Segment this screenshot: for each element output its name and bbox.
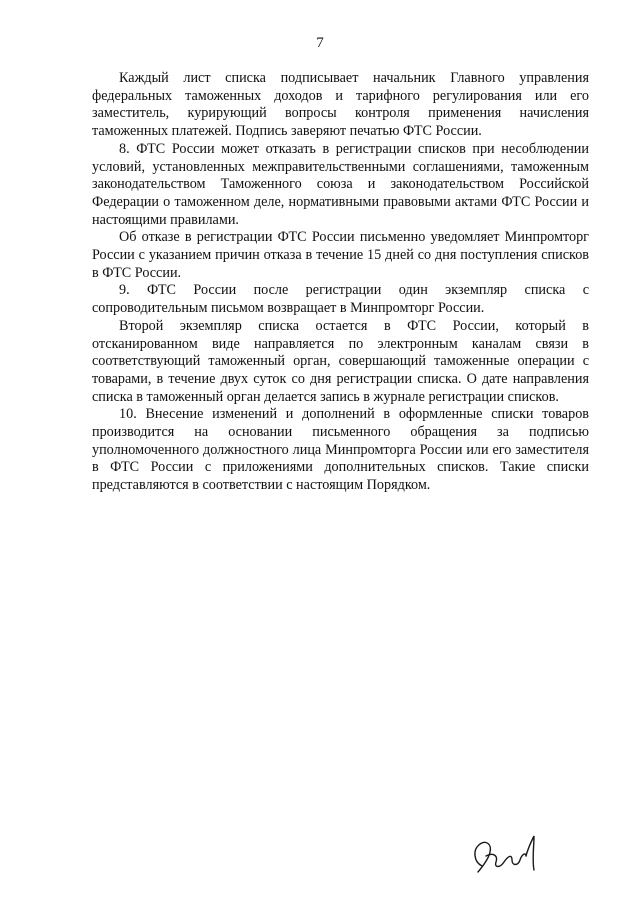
document-body: [92, 70, 589, 495]
page-number: 7: [316, 35, 324, 51]
paragraph-9-return-copy: 9. ФТС России после регистрации один экземпляр списка с сопроводительным письмом возвращает в Минпромторг России.: [92, 282, 589, 317]
signature-stroke-2: [486, 854, 526, 867]
paragraph-second-copy: Второй экземпляр списка остается в ФТС России, который в отсканированном виде направляется по электронным каналам связи в соответствующий таможенный орган, совершающий таможенные операции с товарами, в течение двух суток со дня регистрации списка. О дате направления списка в таможенный орган делается запись в журнале регистрации списков.: [92, 317, 589, 405]
paragraph-8-refusal-grounds: 8. ФТС России может отказать в регистрации списков при несоблюдении условий, установленных межправительственными соглашениями, таможенным законодательством Таможенного союза и законодательством Российской Федерации о таможенном деле, нормативными правовыми актами ФТС России и настоящими правилами.: [92, 140, 589, 228]
paragraph-refusal-notice: Об отказе в регистрации ФТС России письменно уведомляет Минпромторг России с указанием причин отказа в течение 15 дней со дня поступления списков в ФТС России.: [92, 229, 589, 281]
paragraph-signing: Каждый лист списка подписывает начальник Главного управления федеральных таможенных доходов и тарифного регулирования или его заместитель, курирующий вопросы контроля применения начисления таможенных платежей. Подпись заверяют печатью ФТС России.: [92, 70, 589, 140]
signature-stroke-3: [526, 836, 534, 870]
signature-stroke-1: [475, 842, 490, 872]
handwritten-signature: [468, 832, 544, 878]
paragraph-10-amendments: 10. Внесение изменений и дополнений в оформленные списки товаров производится на основании письменного обращения за подписью уполномоченного должностного лица Минпромторга России или его заместителя в ФТС России с приложениями дополнительных списков. Такие списки представляются в соответствии с настоящим Порядком.: [92, 406, 589, 494]
